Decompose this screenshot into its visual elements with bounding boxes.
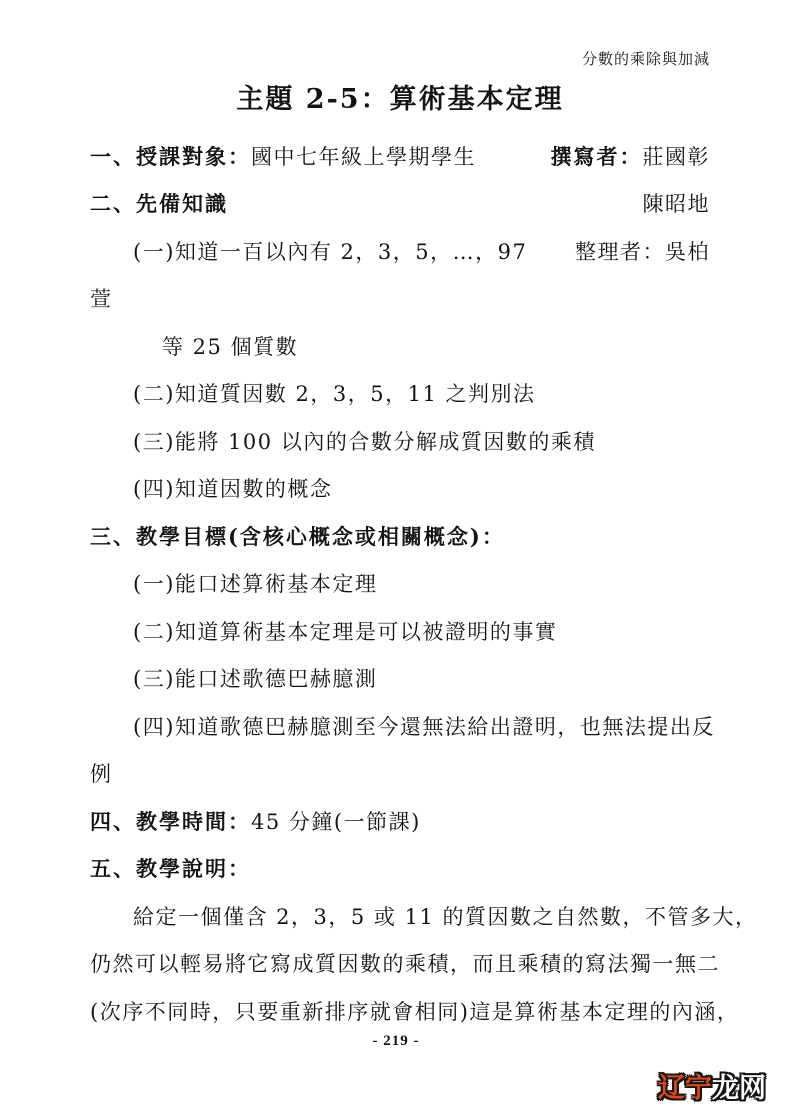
line-text: 陳昭地 <box>642 192 710 217</box>
running-header: 分數的乘除與加減 <box>581 50 710 68</box>
line-text: (次序不同時，只要重新排序就會相同)這是算術基本定理的內涵， <box>90 999 740 1024</box>
line-paragraph <box>90 892 758 940</box>
line-item <box>90 417 710 465</box>
line-prior-knowledge-heading <box>90 180 710 228</box>
line-item <box>90 322 710 370</box>
line-text: (一)能口述算術基本定理 <box>133 572 378 597</box>
line-text: 整理者：吳柏 <box>575 239 710 264</box>
line-label: 撰寫者： <box>550 143 643 169</box>
line-item <box>90 275 710 323</box>
line-text: 莊國彰 <box>642 144 710 169</box>
line-item <box>90 702 715 750</box>
line-text: (四)知道因數的概念 <box>133 477 333 502</box>
line-text: 仍然可以輕易將它寫成質因數的乘積，而且乘積的寫法獨一無二 <box>90 952 720 977</box>
line-item <box>90 370 710 418</box>
line-text: 等 25 個質數 <box>162 334 299 359</box>
line-text: 國中七年級上學期學生 <box>251 144 476 169</box>
line-label: 一、授課對象： <box>90 143 251 169</box>
line-label: 三、教學目標(含核心概念或相關概念)： <box>90 523 505 549</box>
line-label: 四、教學時間： <box>90 808 251 834</box>
line-instructions-heading <box>90 845 710 893</box>
line-item <box>90 607 710 655</box>
line-text: 45 分鐘(一節課) <box>251 809 421 834</box>
line-text: (三)能口述歌德巴赫臆測 <box>133 667 378 692</box>
line-item <box>90 560 710 608</box>
line-objectives-heading <box>90 512 710 560</box>
line-item <box>90 227 710 275</box>
line-item <box>90 465 710 513</box>
line-text: 例 <box>90 762 113 787</box>
line-paragraph <box>90 987 740 1035</box>
line-text: (二)知道算術基本定理是可以被證明的事實 <box>133 619 558 644</box>
watermark-text-secondary: 龙网 <box>712 1073 766 1103</box>
page-title: 主題 2-5：算術基本定理 <box>236 84 564 115</box>
line-text: (一)知道一百以內有 2，3，5，…，97 <box>133 239 528 264</box>
line-label: 五、教學說明： <box>90 856 251 882</box>
line-text: (二)知道質因數 2，3，5，11 之判別法 <box>133 382 536 407</box>
page-number: - 219 - <box>372 1033 420 1049</box>
watermark-text-primary: 辽宁 <box>658 1073 712 1103</box>
document-body <box>90 132 758 1035</box>
line-paragraph <box>90 940 720 988</box>
line-text: 給定一個僅含 2，3，5 或 11 的質因數之自然數，不管多大， <box>133 904 758 929</box>
line-audience <box>90 132 710 180</box>
line-text: (三)能將 100 以內的合數分解成質因數的乘積 <box>133 429 596 454</box>
line-item <box>90 655 710 703</box>
line-item <box>90 750 710 798</box>
line-text: (四)知道歌德巴赫臆測至今還無法給出證明，也無法提出反 <box>133 714 715 739</box>
watermark-logo <box>658 1066 766 1105</box>
line-duration-heading <box>90 797 710 845</box>
line-text: 萱 <box>90 287 113 312</box>
line-label: 二、先備知識 <box>90 191 228 217</box>
